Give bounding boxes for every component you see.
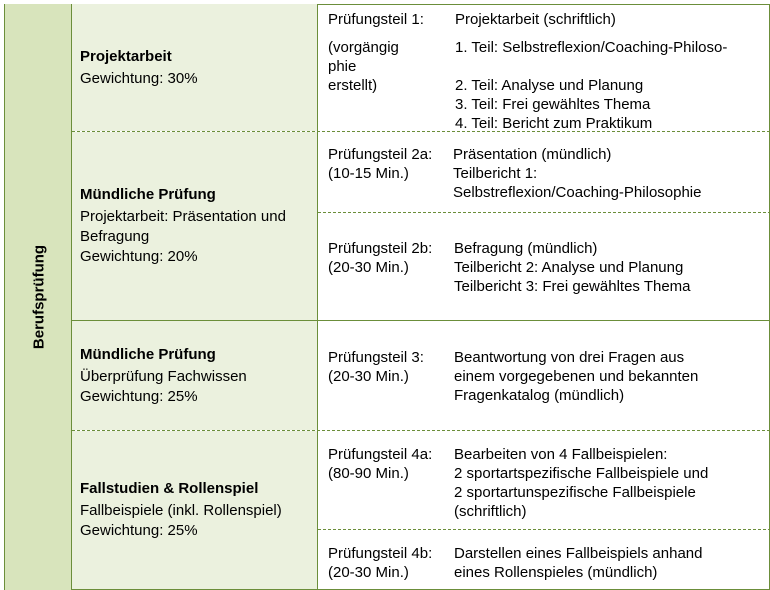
section-line: Fallbeispiele (inkl. Rollenspiel) — [80, 502, 282, 519]
part-text-line: 2 sportartspezifische Fallbeispiele und — [454, 465, 709, 482]
part-label — [328, 10, 424, 95]
section-parts — [317, 132, 770, 320]
section-fallstudien — [72, 431, 317, 589]
part-label-line: phie — [328, 58, 357, 75]
part-text — [454, 544, 766, 582]
part-text-line: Teilbericht 1: — [453, 165, 538, 182]
part-2a — [318, 132, 770, 212]
part-text-line: eines Rollenspieles (mündlich) — [454, 564, 658, 581]
part-label-line: (10-15 Min.) — [328, 165, 409, 182]
section-line: Überprüfung Fachwissen — [80, 367, 247, 385]
part-text — [453, 145, 766, 202]
section-title: Mündliche Prüfung — [80, 345, 216, 363]
section-line: Gewichtung: 20% — [80, 248, 198, 265]
part-text-line: einem vorgegebenen und bekannten — [454, 368, 699, 385]
part-label-line: Prüfungsteil 1: — [328, 11, 424, 28]
part-text-line: Bearbeiten von 4 Fallbeispielen: — [454, 446, 668, 463]
part-text — [454, 445, 766, 521]
part-text-line: 1. Teil: Selbstreflexion/Coaching-Philoso- — [455, 39, 728, 56]
part-label — [328, 445, 432, 483]
section-title: Fallstudien & Rollenspiel — [80, 480, 259, 497]
part-text-line: Darstellen eines Fallbeispiels anhand — [454, 545, 703, 562]
spacer — [328, 29, 424, 38]
part-text-line: 4. Teil: Bericht zum Praktikum — [455, 115, 653, 132]
part-label-line: (20-30 Min.) — [328, 564, 409, 581]
part-text-line: 2. Teil: Analyse und Planung — [455, 77, 644, 94]
part-1 — [318, 8, 770, 131]
section-parts — [317, 321, 770, 430]
part-text — [454, 239, 766, 296]
part-text-line: Selbstreflexion/Coaching-Philosophie — [453, 184, 702, 201]
part-3 — [318, 321, 770, 430]
part-2b — [318, 213, 770, 320]
part-text-line: (schriftlich) — [454, 503, 527, 520]
part-text-line: Projektarbeit (schriftlich) — [455, 11, 616, 28]
part-text-line: Beantwortung von drei Fragen aus — [454, 349, 685, 366]
part-text-line: 3. Teil: Frei gewähltes Thema — [455, 96, 651, 113]
part-label-line: Prüfungsteil 4a: — [328, 446, 433, 463]
spacer — [455, 57, 766, 66]
part-text-line: Präsentation (mündlich) — [453, 146, 612, 163]
part-label — [328, 239, 432, 277]
part-text-line: Teilbericht 3: Frei gewähltes Thema — [454, 278, 691, 295]
part-4a — [318, 431, 770, 529]
section-projektarbeit — [72, 4, 317, 131]
part-4b — [318, 530, 770, 589]
part-text-line: Teilbericht 2: Analyse und Planung — [454, 259, 684, 276]
part-label — [328, 348, 424, 386]
part-text-line: Befragung (mündlich) — [454, 240, 598, 257]
part-label-line: (20-30 Min.) — [328, 368, 409, 385]
section-line: Gewichtung: 25% — [80, 387, 198, 405]
spacer — [455, 29, 766, 38]
section-line: Gewichtung: 25% — [80, 522, 198, 539]
part-text-line: 2 sportartunspezifische Fallbeispiele — [454, 484, 696, 501]
section-muendliche-pruefung-1 — [72, 132, 317, 320]
part-text-line: Fragenkatalog (mündlich) — [454, 387, 625, 404]
section-title: Mündliche Prüfung — [80, 186, 216, 203]
part-label-line: Prüfungsteil 2b: — [328, 240, 433, 257]
spacer — [455, 66, 766, 76]
section-parts — [317, 4, 770, 131]
part-label — [328, 145, 432, 183]
part-label-line: Prüfungsteil 4b: — [328, 545, 433, 562]
part-label-line: (20-30 Min.) — [328, 259, 409, 276]
section-title: Projektarbeit — [80, 47, 172, 65]
part-text — [455, 10, 766, 133]
part-text — [454, 348, 766, 405]
section-line: Gewichtung: 30% — [80, 69, 198, 87]
part-label-line: (80-90 Min.) — [328, 465, 409, 482]
part-label-line: Prüfungsteil 3: — [328, 349, 424, 366]
sidebar-label: Berufsprüfung — [30, 244, 48, 350]
part-label-line: Prüfungsteil 2a: — [328, 146, 433, 163]
section-line: Befragung — [80, 228, 150, 245]
section-muendliche-pruefung-2 — [72, 321, 317, 430]
section-parts — [317, 431, 770, 589]
part-label-line: erstellt) — [328, 77, 378, 94]
section-line: Projektarbeit: Präsentation und — [80, 208, 286, 225]
part-label-line: (vorgängig — [328, 39, 399, 56]
exam-structure-table — [4, 4, 770, 590]
sidebar — [4, 4, 72, 590]
part-label — [328, 544, 432, 582]
